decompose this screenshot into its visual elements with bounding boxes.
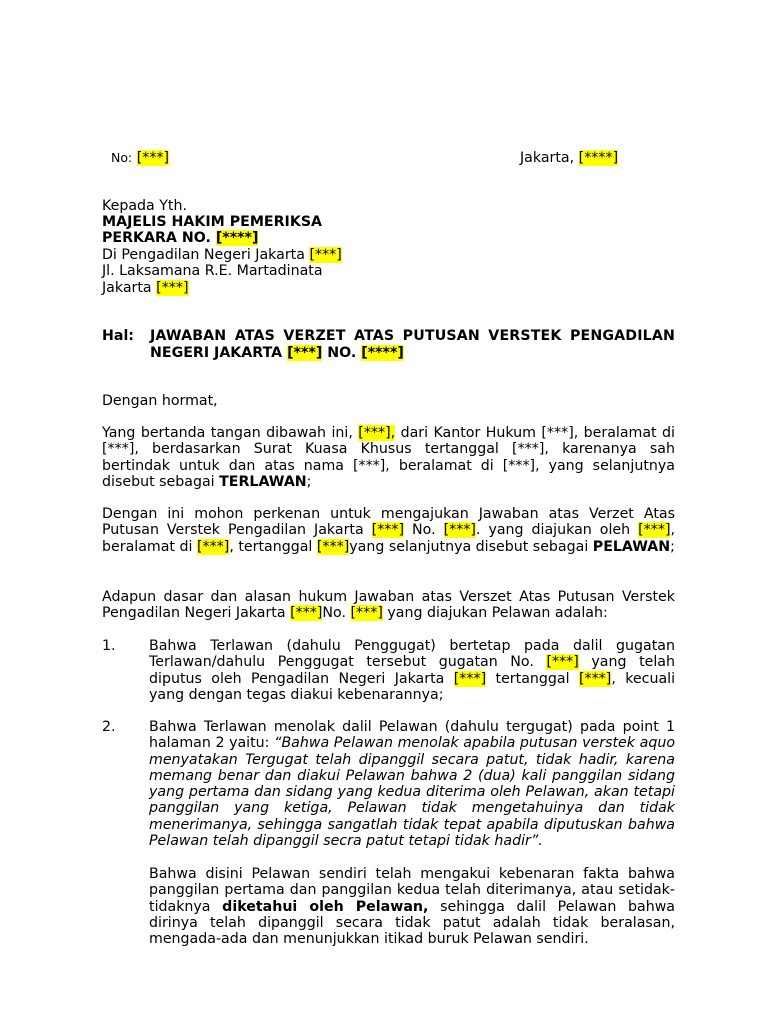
item2-quote: “Bahwa Pelawan menolak apabila putusan verstek aquo menyatakan Tergugat telah dipanggil secara patut, tidak hadir, karena memang benar dan diakui Pelawan bahwa 2 (dua) kali panggilan sidang yang pertama dan sidang yang kedua diterima oleh Pelawan, akan tetapi panggilan yang ketiga, Pelawan tidak mengetahuinya dan tidak menerimanya, sehingga sangatlah tidak tepat apabila diputuskan bahwa Pelawan telah dipanggil secra patut tetapi tidak hadir”. xyxy=(149,735,675,850)
p2-highlight-4: [***] xyxy=(196,538,230,555)
item-2-number: 2. xyxy=(102,719,116,735)
paragraph-legal-basis xyxy=(102,589,675,622)
subject-line2 xyxy=(150,345,404,361)
item2-text-1: Bahwa Terlawan menolak dalil Pelawan (dahulu tergugat) pada point 1 halaman 2 yaitu: xyxy=(149,719,675,752)
p2-highlight-5: [***] xyxy=(316,538,350,555)
p1-terlawan: TERLAWAN xyxy=(219,473,307,490)
item2-p2-text-1: Bahwa disini Pelawan sendiri telah mengakui kebenaran fakta bahwa panggilan pertama dan panggilan kedua telah diterimanya, atau setidak-tidaknya xyxy=(149,866,675,915)
letter-number xyxy=(111,150,169,166)
subject-no-value: [****] xyxy=(361,345,404,361)
letter-place-date xyxy=(520,150,618,166)
addressee-line2 xyxy=(102,230,258,246)
item1-text-1: Bahwa Terlawan (dahulu Penggugat) bertetap pada dalil gugatan Terlawan/dahulu Penggugat tersebut gugatan No. xyxy=(149,638,675,671)
addressee-line1: MAJELIS HAKIM PEMERIKSA xyxy=(102,214,323,230)
addressee-city: Jakarta xyxy=(102,280,152,296)
p2-text-4: , beralamat di xyxy=(102,522,675,555)
subject-court-value: [***] xyxy=(287,345,323,361)
p2-highlight-3: [***] xyxy=(638,522,671,539)
p3-highlight-1: [***] xyxy=(290,605,323,622)
letter-number-value: [***] xyxy=(136,150,170,166)
item1-text-4: , kecuali yang dengan tegas diakui kebenarannya; xyxy=(149,670,676,703)
subject-line1: JAWABAN ATAS VERZET ATAS PUTUSAN VERSTEK PENGADILAN xyxy=(150,328,675,344)
item-1-body xyxy=(149,638,675,703)
paragraph-party-pelawan xyxy=(102,506,675,555)
addressee-case-label: PERKARA NO. xyxy=(102,230,211,246)
addressee-greeting: Kepada Yth. xyxy=(102,198,187,214)
item1-highlight-2: [***] xyxy=(453,670,487,687)
p3-text-3: yang diajukan Pelawan adalah: xyxy=(387,605,608,622)
p1-text-1: Yang bertanda tangan dibawah ini, xyxy=(102,425,353,441)
p2-highlight-1: [***] xyxy=(371,522,405,539)
addressee-line4: Jl. Laksamana R.E. Martadinata xyxy=(102,263,323,279)
item1-highlight-1: [***] xyxy=(546,654,579,671)
addressee-court-value: [***] xyxy=(309,247,342,263)
item2-p2-bold: diketahui oleh Pelawan, xyxy=(222,898,429,915)
p2-text-2: No. xyxy=(412,522,436,539)
item1-text-3: tertanggal xyxy=(495,670,570,687)
p2-pelawan: PELAWAN xyxy=(592,538,671,555)
addressee-case-value: [****] xyxy=(215,230,259,246)
p2-text-1: Dengan ini mohon perkenan untuk mengajukan Jawaban atas Verzet Atas Putusan Verstek Pengadilan Jakarta xyxy=(102,506,675,539)
subject-label: Hal: xyxy=(102,328,134,344)
letter-number-label: No: xyxy=(111,150,133,165)
item1-text-2: yang telah diputus oleh Pengadilan Negeri Jakarta xyxy=(149,654,675,687)
salutation: Dengan hormat, xyxy=(102,393,218,409)
p2-end: ; xyxy=(670,538,675,555)
paragraph-party-terlawan xyxy=(102,425,675,490)
subject-no-label: NO. xyxy=(327,345,357,361)
p1-text-2: dari Kantor Hukum [***], beralamat di [***], berdasarkan Surat Kuasa Khusus tertanggal [***], karenanya sah bertindak untuk dan atas nama [***], beralamat di [***], yang selanjutnya disebut sebagai xyxy=(102,425,675,490)
p3-text-1: Adapun dasar dan alasan hukum Jawaban atas Verszet Atas Putusan Verstek Pengadilan Negeri Jakarta xyxy=(102,589,675,622)
item-1-number: 1. xyxy=(102,638,116,654)
item1-highlight-3: [***] xyxy=(578,670,612,687)
p2-text-5: , tertanggal xyxy=(229,538,313,555)
subject-court: NEGERI JAKARTA xyxy=(150,345,283,361)
p1-highlight-1: [***], xyxy=(358,425,396,441)
p2-text-6: yang selanjutnya disebut sebagai xyxy=(349,538,589,555)
addressee-city-value: [***] xyxy=(156,280,189,296)
letter-place: Jakarta, xyxy=(520,150,575,166)
p2-text-3: . yang diajukan oleh xyxy=(475,522,631,539)
p1-end: ; xyxy=(306,473,312,490)
p3-text-2: No. xyxy=(322,605,346,622)
item-2-paragraph-2 xyxy=(149,866,675,947)
addressee-line3 xyxy=(102,247,342,263)
addressee-line5 xyxy=(102,280,189,296)
addressee-court: Di Pengadilan Negeri Jakarta xyxy=(102,247,305,263)
p3-highlight-2: [***] xyxy=(350,605,383,622)
letter-date-value: [****] xyxy=(578,150,619,166)
p2-highlight-2: [***] xyxy=(443,522,476,539)
item-2-body xyxy=(149,719,675,849)
item2-p2-text-2: sehingga dalil Pelawan bahwa dirinya telah dipanggil secara tidak patut adalah tidak beralasan, mengada-ada dan menunjukkan itikad buruk Pelawan sendiri. xyxy=(149,898,675,948)
